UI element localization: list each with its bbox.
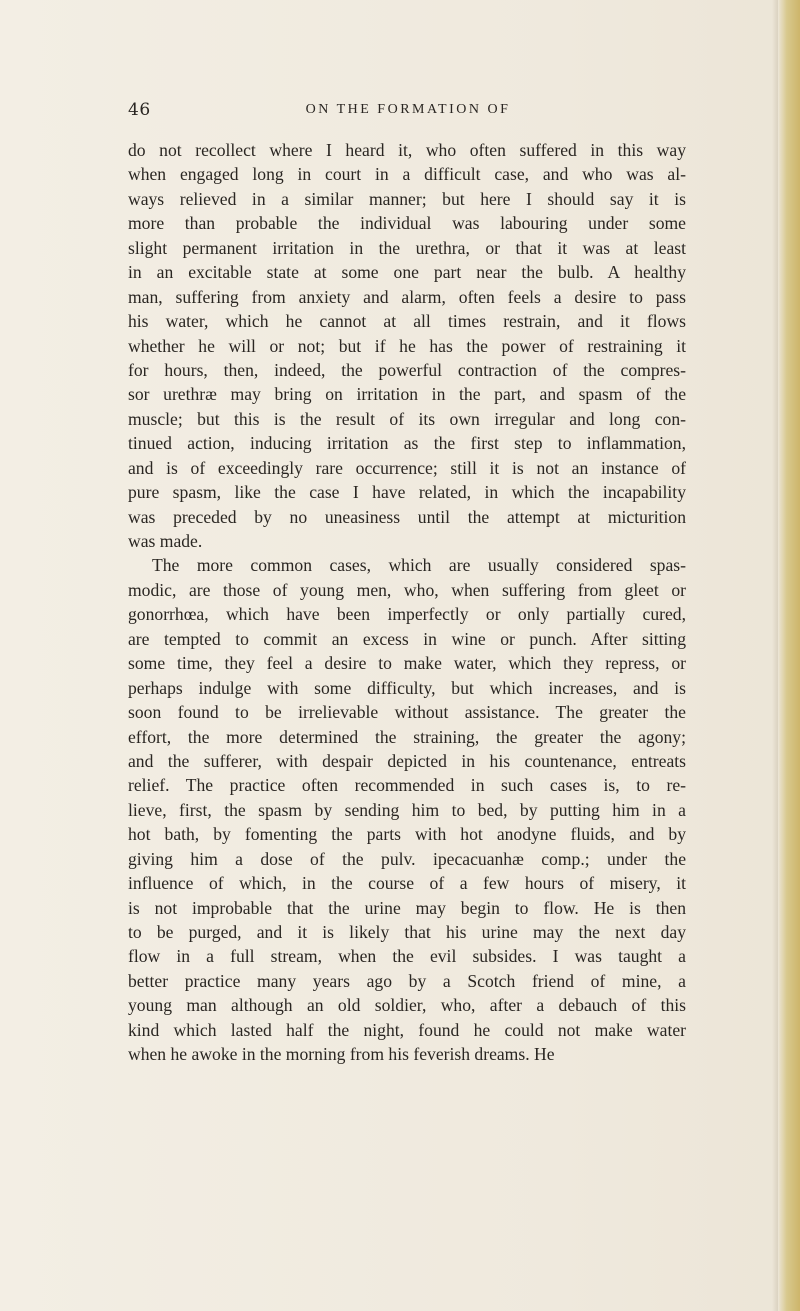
- text-line: his water, which he cannot at all times restrain, and it flows: [128, 311, 686, 332]
- text-line: perhaps indulge with some difficulty, but which increases, and is: [128, 677, 686, 698]
- text-line: sor urethræ may bring on irritation in the part, and spasm of the: [128, 384, 686, 405]
- text-line: effort, the more determined the straining, the greater the agony;: [128, 726, 686, 747]
- text-line: some time, they feel a desire to make water, which they repress, or: [128, 653, 686, 674]
- text-line: muscle; but this is the result of its own irregular and long con-: [128, 408, 686, 429]
- text-line: ways relieved in a similar manner; but here I should say it is: [128, 188, 686, 209]
- page-header: [128, 100, 688, 124]
- page-edge: [778, 0, 800, 1311]
- page-number: 46: [128, 100, 151, 120]
- text-line: tinued action, inducing irritation as the first step to inflammation,: [128, 433, 686, 454]
- text-line: better practice many years ago by a Scotch friend of mine, a: [128, 970, 686, 991]
- text-line: young man although an old soldier, who, after a debauch of this: [128, 995, 686, 1016]
- text-line: for hours, then, indeed, the powerful contraction of the compres-: [128, 359, 686, 380]
- text-line: influence of which, in the course of a few hours of misery, it: [128, 873, 686, 894]
- text-line: soon found to be irrelievable without assistance. The greater the: [128, 702, 686, 723]
- text-line: lieve, first, the spasm by sending him to bed, by putting him in a: [128, 799, 686, 820]
- text-line: man, suffering from anxiety and alarm, often feels a desire to pass: [128, 286, 686, 307]
- text-line: and the sufferer, with despair depicted in his countenance, entreats: [128, 750, 686, 771]
- text-line: when engaged long in court in a difficult case, and who was al-: [128, 164, 686, 185]
- running-head: ON THE FORMATION OF: [305, 102, 511, 117]
- text-line: pure spasm, like the case I have related, in which the incapability: [128, 482, 686, 503]
- body-text: [128, 138, 686, 1067]
- text-line: when he awoke in the morning from his feverish dreams. He: [128, 1044, 555, 1065]
- text-line: are tempted to commit an excess in wine or punch. After sitting: [128, 628, 686, 649]
- text-line: giving him a dose of the pulv. ipecacuanhæ comp.; under the: [128, 848, 686, 869]
- text-line: more than probable the individual was labouring under some: [128, 213, 686, 234]
- text-line: slight permanent irritation in the urethra, or that it was at least: [128, 237, 686, 258]
- text-line: hot bath, by fomenting the parts with hot anodyne fluids, and by: [128, 824, 686, 845]
- text-line: kind which lasted half the night, found he could not make water: [128, 1019, 686, 1040]
- text-line: relief. The practice often recommended in such cases is, to re-: [128, 775, 686, 796]
- text-line: whether he will or not; but if he has the power of restraining it: [128, 335, 686, 356]
- text-line: flow in a full stream, when the evil subsides. I was taught a: [128, 946, 686, 967]
- text-line: The more common cases, which are usually considered spas-: [152, 555, 686, 576]
- text-line: to be purged, and it is likely that his urine may the next day: [128, 922, 686, 942]
- text-line: and is of exceedingly rare occurrence; still it is not an instance of: [128, 457, 686, 478]
- text-line: was preceded by no uneasiness until the attempt at micturition: [128, 506, 686, 527]
- text-line: is not improbable that the urine may begin to flow. He is then: [128, 897, 686, 918]
- text-line: do not recollect where I heard it, who often suffered in this way: [128, 140, 686, 160]
- text-line: in an excitable state at some one part near the bulb. A healthy: [128, 262, 686, 283]
- text-line: modic, are those of young men, who, when suffering from gleet or: [128, 579, 686, 600]
- text-line: gonorrhœa, which have been imperfectly or only partially cured,: [128, 604, 686, 625]
- text-line: was made.: [128, 531, 203, 551]
